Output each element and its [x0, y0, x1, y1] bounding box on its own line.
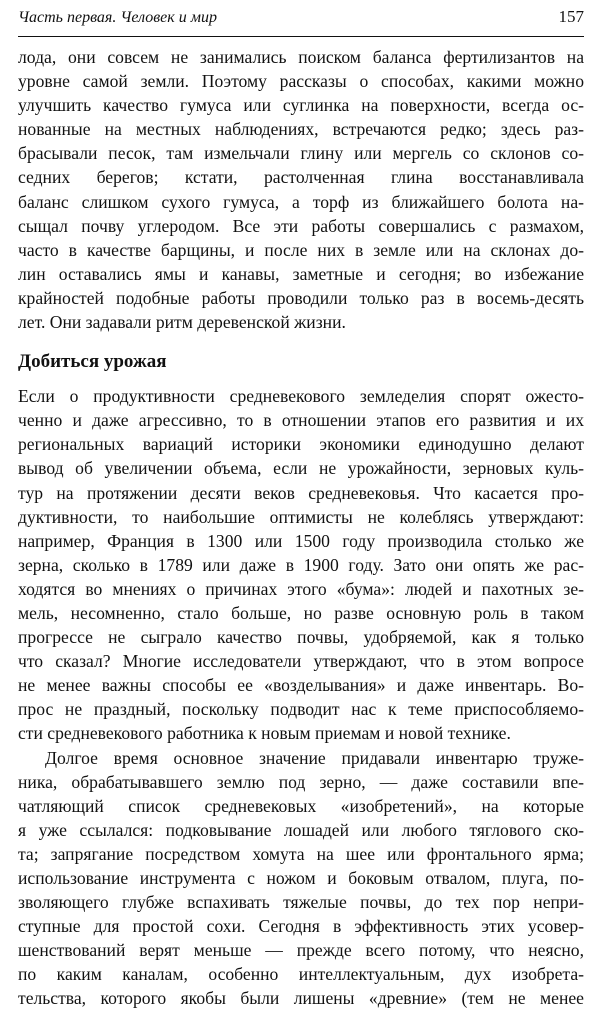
text-line: лет. Они задавали ритм деревенской жизни.	[18, 312, 346, 333]
text-line: не менее важны способы ее «возделывания» и даже инвентарь. Во-	[18, 675, 584, 696]
text-line: прос не праздный, поскольку подводит нас к теме приспособляемо-	[18, 699, 584, 720]
page-number: 157	[558, 7, 584, 26]
text-line: использование инструмента с ножом и боковым отвалом, плуга, по-	[18, 868, 584, 888]
text-line: крайностей подобные работы проводили только раз в восемь-десять	[18, 287, 584, 308]
running-header	[18, 6, 584, 37]
text-line: тельства, которого якобы были лишены «древние» (тем не менее	[18, 988, 584, 1009]
text-line: что сказал? Многие исследователи утверждают, что в этом вопросе	[18, 651, 584, 672]
text-line: чатляющий список средневековых «изобретений», на которые	[18, 795, 584, 816]
text-line: брасывали песок, там измельчали глину или мергель со склонов со-	[18, 143, 584, 164]
text-line: вывод об увеличении объема, если не урожайности, зерновых куль-	[18, 458, 584, 479]
text-line: та; запрягание посредством хомута на шее или фронтального ярма;	[18, 843, 584, 864]
text-line: уровне самой земли. Поэтому рассказы о способах, какими можно	[18, 71, 584, 92]
text-line: например, Франция в 1300 или 1500 году производила столько же	[18, 530, 584, 551]
text-line: ника, обрабатывавшего землю под зерно, — даже составили впе-	[18, 771, 584, 792]
section-heading: Добиться урожая	[18, 351, 167, 373]
text-line: зволяющего глубже вспахивать тяжелые почвы, до тех пор непри-	[18, 892, 584, 913]
body-text	[18, 45, 584, 1011]
text-line: ходятся во мнениях о причинах этого «бума»: людей и пахотных зе-	[18, 578, 584, 599]
text-line: по каким каналам, особенно интеллектуальным, дух изобрета-	[18, 964, 584, 985]
text-line: Если о продуктивности средневекового земледелия спорят ожесто-	[18, 386, 584, 407]
text-line: лода, они совсем не занимались поиском баланса фертилизантов на	[18, 47, 584, 67]
text-line: мель, несомненно, стало больше, но разве основную роль в таком	[18, 602, 584, 623]
book-page	[18, 6, 584, 1011]
paragraph-1	[18, 45, 584, 334]
text-line: тур на протяжении десяти веков средневековья. Что касается про-	[18, 482, 584, 503]
text-line: нованные на местных наблюдениях, встречаются редко; здесь раз-	[18, 119, 584, 140]
text-line: улучшить качество гумуса или суглинка на поверхности, всегда ос-	[18, 95, 584, 116]
paragraph-2	[18, 384, 584, 745]
text-line: сыщал почву углеродом. Все эти работы совершались с размахом,	[18, 215, 584, 236]
text-line: Долгое время основное значение придавали инвентарю труже-	[45, 747, 584, 768]
text-line: ченно и даже агрессивно, то в отношении этапов его развития и их	[18, 410, 584, 431]
text-line: ступные для простой сохи. Сегодня в эффективность этих усовер-	[18, 916, 584, 937]
text-line: я уже ссылался: подковывание лошадей или любого тяглового ско-	[18, 819, 584, 840]
text-line: прогрессе не сыграло качество почвы, удобряемой, как я только	[18, 627, 584, 648]
paragraph-3	[18, 746, 584, 1011]
text-line: зерна, сколько в 1789 или даже в 1900 году. Зато они опять же рас-	[18, 554, 584, 575]
text-line: дуктивности, то наибольшие оптимисты не колеблясь утверждают:	[18, 506, 584, 527]
text-line: шенствований верят меньше — прежде всего потому, что неясно,	[18, 940, 584, 961]
text-line: сти средневекового работника к новым приемам и новой технике.	[18, 723, 511, 744]
text-line: лин оставались ямы и канавы, заметные и сегодня; во избежание	[18, 263, 584, 284]
text-line: седних берегов; кстати, растолченная глина восстанавливала	[18, 167, 584, 188]
text-line: баланс слишком сухого гумуса, а торф из ближайшего болота на-	[18, 191, 584, 212]
text-line: часто в качестве барщины, и после них в земле или на склонах до-	[18, 239, 584, 260]
text-line: региональных вариаций историки экономики единодушно делают	[18, 434, 584, 455]
running-title: Часть первая. Человек и мир	[18, 9, 217, 26]
